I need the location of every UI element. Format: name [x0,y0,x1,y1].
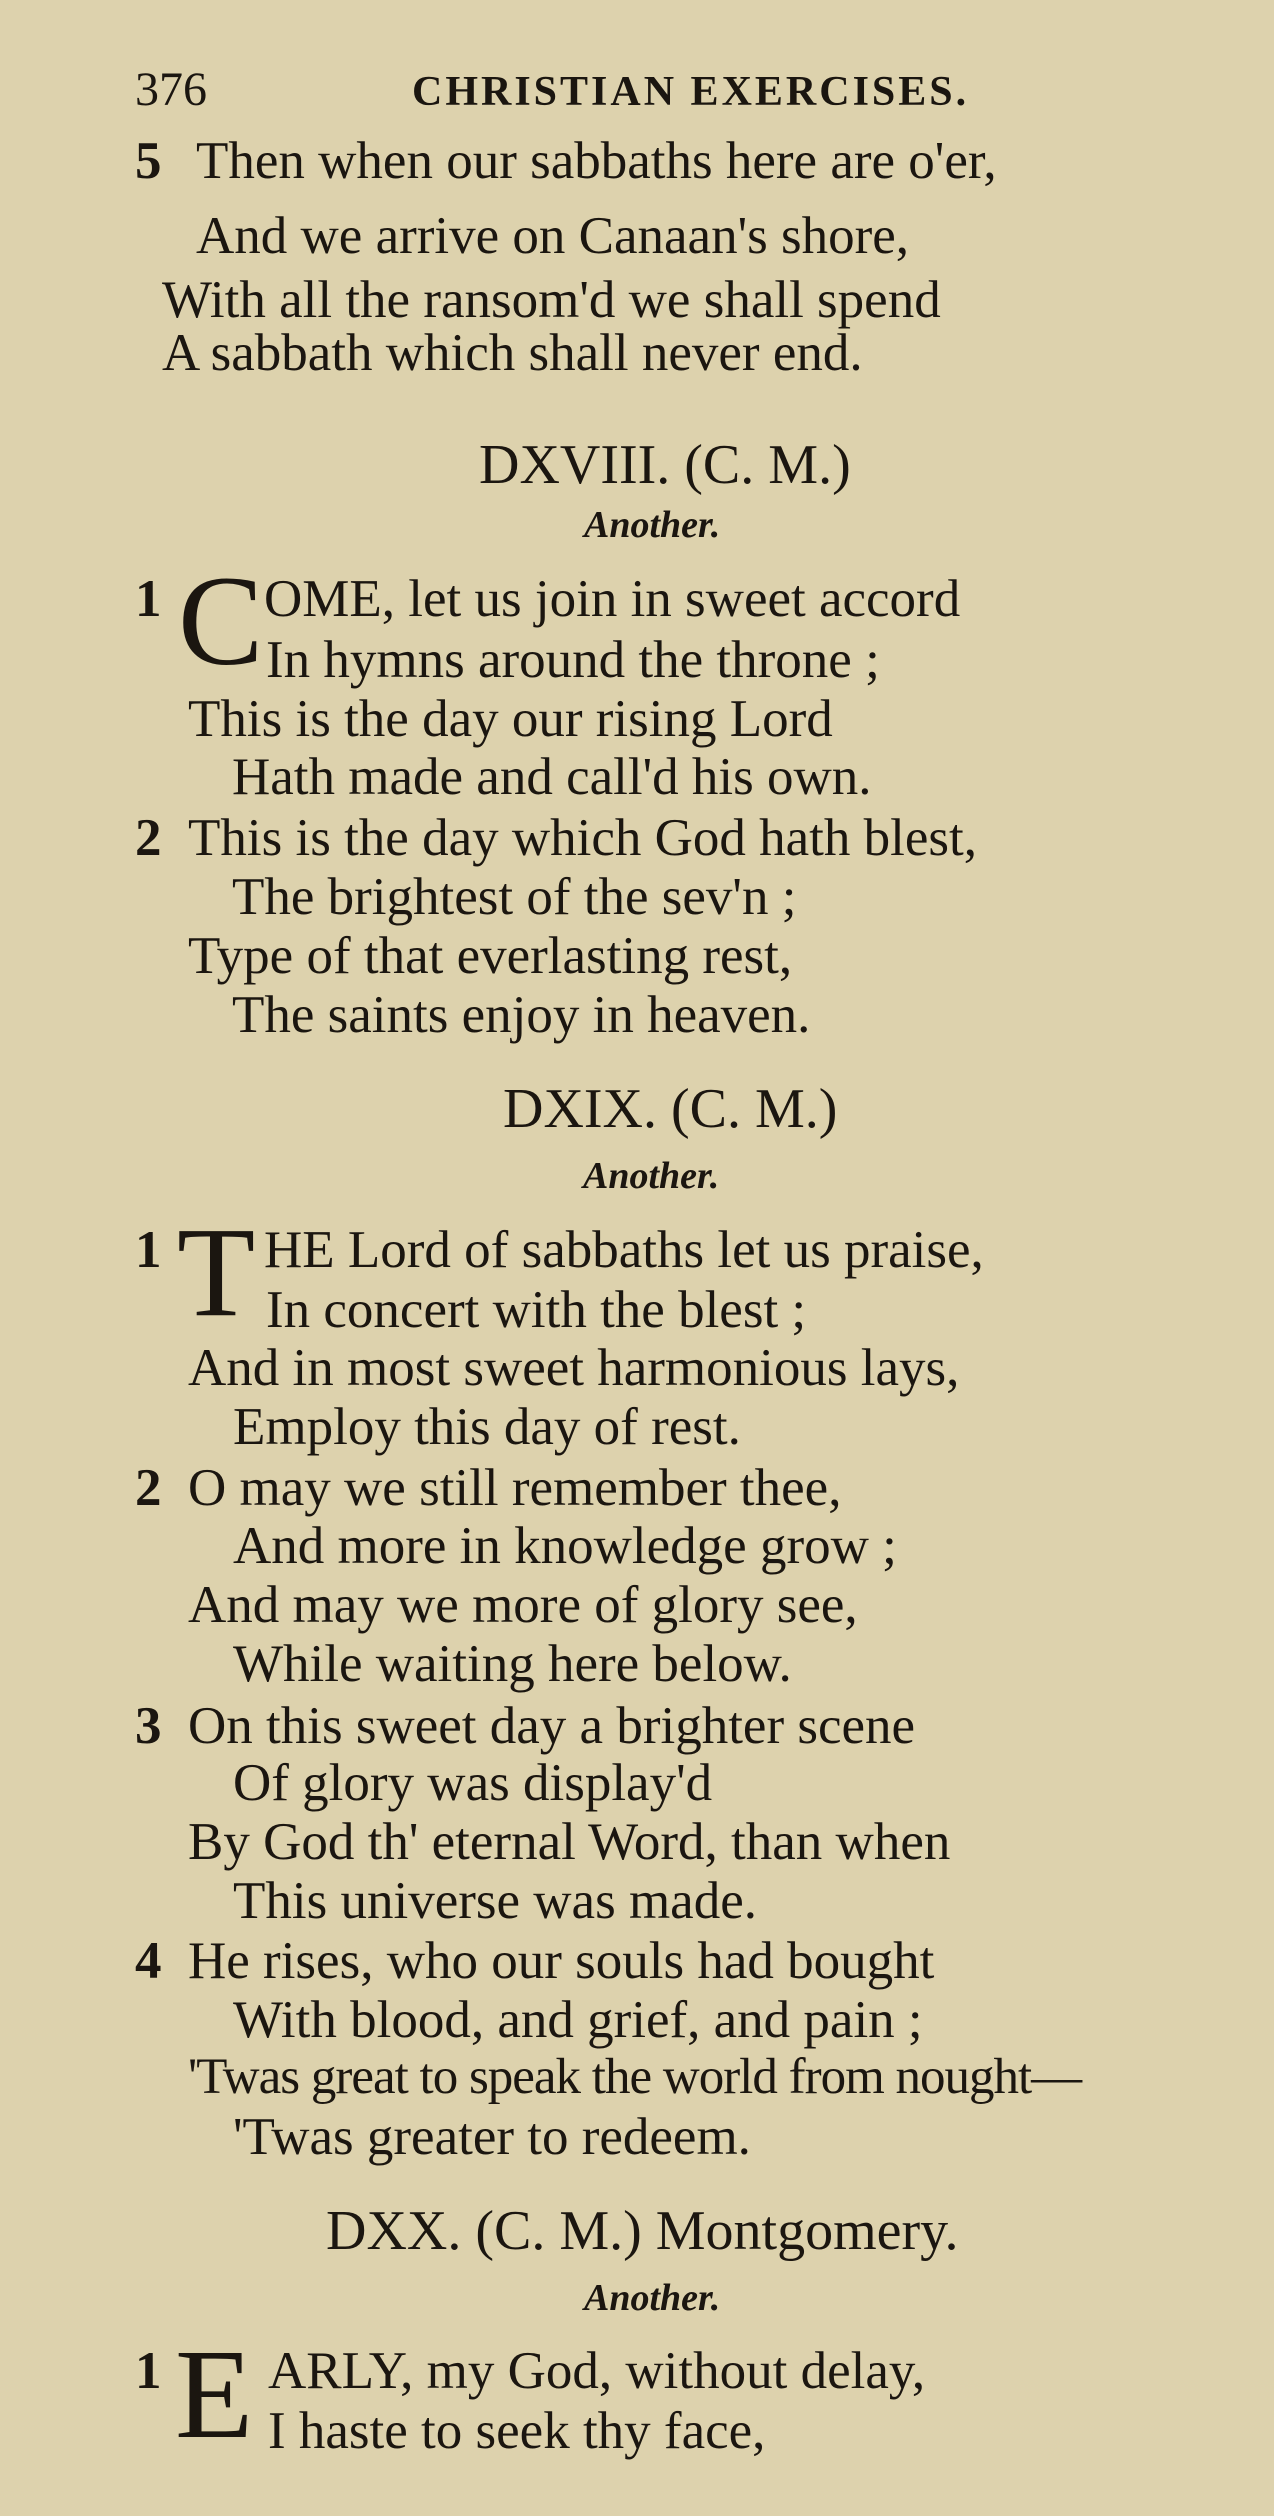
hymn-title: DXX. (C. M.) Montgomery. [326,2200,959,2262]
verse-line: Type of that everlasting rest, [188,927,793,985]
verse-line: This universe was made. [233,1872,757,1930]
verse-line: This is the day our rising Lord [188,690,833,748]
verse-line: Then when our sabbaths here are o'er, [196,132,997,190]
verse-line: ARLY, my God, without delay, [268,2342,926,2400]
verse-line: With blood, and grief, and pain ; [233,1991,923,2049]
stanza-number: 3 [135,1697,162,1755]
verse-line: OME, let us join in sweet accord [264,570,961,628]
hymn-subtitle: Another. [583,1155,720,1197]
verse-line: And we arrive on Canaan's shore, [196,207,910,265]
page-header [0,62,1274,122]
verse-line: While waiting here below. [233,1635,792,1693]
drop-cap: E [175,2323,254,2465]
verse-line: The saints enjoy in heaven. [232,986,811,1044]
hymn-subtitle: Another. [584,504,721,546]
verse-line: In hymns around the throne ; [266,631,880,689]
page-number: 376 [135,63,207,116]
verse-line: And more in knowledge grow ; [233,1517,897,1575]
running-title: CHRISTIAN EXERCISES. [412,69,970,115]
stanza-number: 4 [135,1932,162,1990]
stanza-number: 1 [135,570,162,628]
stanza-number: 2 [135,809,162,867]
stanza-number: 5 [135,132,162,190]
verse-line: The brightest of the sev'n ; [232,868,797,926]
verse-line: Hath made and call'd his own. [232,748,872,806]
verse-line: Employ this day of rest. [233,1398,741,1456]
verse-line: HE Lord of sabbaths let us praise, [264,1221,984,1279]
verse-line: By God th' eternal Word, than when [188,1813,951,1871]
hymn-subtitle: Another. [584,2277,721,2319]
verse-line: Of glory was display'd [233,1754,713,1812]
stanza-number: 1 [135,1221,162,1279]
hymn-title: DXIX. (C. M.) [503,1078,838,1140]
drop-cap: C [178,550,264,692]
verse-line: A sabbath which shall never end. [162,324,863,382]
verse-line: I haste to seek thy face, [268,2402,766,2460]
verse-line: On this sweet day a brighter scene [188,1697,916,1755]
verse-line: O may we still remember thee, [188,1459,842,1517]
verse-line: 'Twas great to speak the world from nought— [188,2049,1082,2105]
verse-line: This is the day which God hath blest, [188,809,977,867]
drop-cap: T [177,1201,256,1343]
hymn-title: DXVIII. (C. M.) [479,434,851,496]
verse-line: He rises, who our souls had bought [188,1932,935,1990]
verse-line: And in most sweet harmonious lays, [188,1339,960,1397]
verse-line: With all the ransom'd we shall spend [162,271,941,329]
verse-line: In concert with the blest ; [266,1281,807,1339]
stanza-number: 2 [135,1459,162,1517]
verse-line: 'Twas greater to redeem. [233,2108,751,2166]
verse-line: And may we more of glory see, [188,1576,858,1634]
stanza-number: 1 [135,2342,162,2400]
